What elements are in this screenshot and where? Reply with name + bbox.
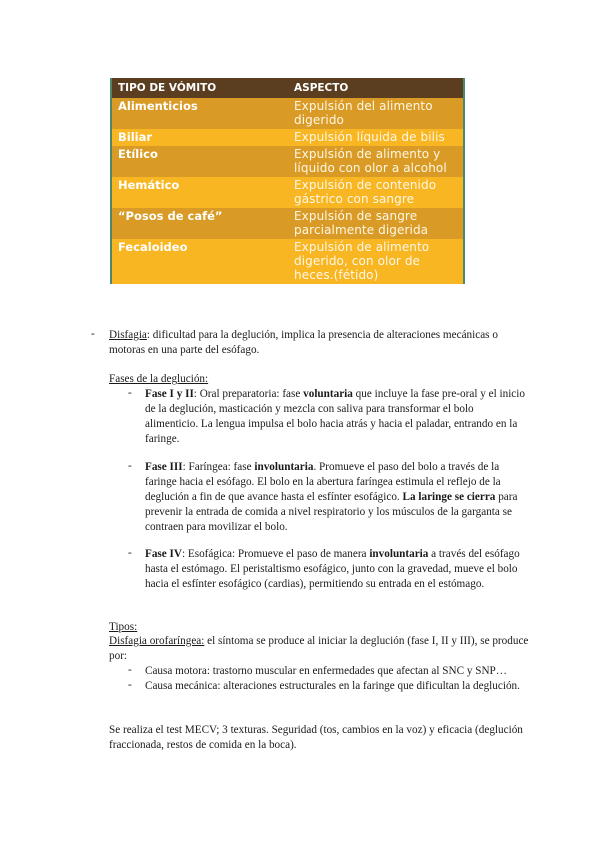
- aspect-line: Expulsión de alimento: [294, 240, 430, 254]
- bullet-dash: -: [128, 664, 132, 676]
- fase-bold: La laringe se cierra: [402, 491, 496, 503]
- table-row: [111, 129, 464, 146]
- fases-title: [109, 372, 208, 387]
- vomit-aspect: [286, 129, 464, 146]
- orofaringea-text: el síntoma se produce al iniciar la deglución (fase I, II y III), se produce por:: [109, 635, 529, 662]
- fase-text: : Faríngea: fase: [182, 461, 255, 473]
- fase-text: a través del esófago hasta el estómago. El peristaltismo esofágico, junto con la gravedad, mueve el bolo hacia el esfínter esofágico (cardias), permitiendo su entrada en el estómago.: [145, 548, 520, 590]
- table-row: [111, 177, 464, 208]
- vomit-type: Hemático: [111, 177, 286, 208]
- table-row: [111, 98, 464, 129]
- disfagia-term: Disfagia: [109, 329, 147, 341]
- aspect-line: heces.(fétido): [294, 268, 379, 282]
- fase-text: que incluye la fase pre-oral y el inicio de la deglución, masticación y mezcla con saliva para transformar el bolo alimenticio. La lengua impulsa el bolo hacia atrás y hacia el paladar, entrando en la faringe.: [145, 388, 525, 445]
- fase-3: [145, 460, 528, 535]
- table-row: [111, 146, 464, 177]
- fase-bold: voluntaria: [303, 388, 353, 400]
- vomit-types-table: [110, 78, 465, 284]
- aspect-line: Expulsión líquida de bilis: [294, 130, 445, 144]
- aspect-line: líquido con olor a alcohol: [294, 161, 447, 175]
- aspect-line: parcialmente digerida: [294, 223, 429, 237]
- fase-1-2: [145, 387, 528, 447]
- orofaringea-term: Disfagia orofaríngea:: [109, 635, 205, 647]
- bullet-dash: -: [128, 679, 132, 691]
- table-row: [111, 208, 464, 239]
- bullet-dash: -: [128, 547, 132, 559]
- cause-motora: Causa motora: trastorno muscular en enfermedades que afectan al SNC y SNP…: [145, 665, 507, 677]
- cause-mecanica: Causa mecánica: alteraciones estructurales en la faringe que dificultan la deglución.: [145, 680, 520, 692]
- bullet-dash: -: [128, 460, 132, 472]
- vomit-aspect: [286, 146, 464, 177]
- fase-text: . Promueve el paso del bolo a través de la faringe hacia el esófago. El bolo en la abertura faríngea estimula el reflejo de la deglución a fin de que avance hasta el esfínter esofágico.: [145, 461, 501, 503]
- fases-title-text: Fases de la deglución:: [109, 373, 209, 385]
- bullet-dash: -: [128, 387, 132, 399]
- vomit-type: Alimenticios: [111, 98, 286, 129]
- aspect-line: Expulsión del alimento: [294, 99, 433, 113]
- tipos-title: [109, 620, 137, 635]
- aspect-line: Expulsión de sangre: [294, 209, 418, 223]
- table-header-row: [111, 78, 464, 98]
- fase-4: [145, 547, 528, 592]
- vomit-aspect: [286, 98, 464, 129]
- mecv-test: Se realiza el test MECV; 3 texturas. Seguridad (tos, cambios en la voz) y eficacia (deglución fraccionada, restos de comida en la boca).: [109, 724, 523, 751]
- bullet-dash: -: [91, 328, 95, 340]
- aspect-line: Expulsión de contenido: [294, 178, 437, 192]
- table-row: [111, 239, 464, 284]
- fase-label: Fase III: [145, 461, 183, 473]
- aspect-line: Expulsión de alimento y: [294, 147, 441, 161]
- fase-text: : Oral preparatoria: fase: [193, 388, 304, 400]
- vomit-type: “Posos de café”: [111, 208, 286, 239]
- header-type: TIPO DE VÓMITO: [111, 78, 286, 98]
- disfagia-orofaringea: [109, 634, 529, 664]
- disfagia-definition: [109, 328, 529, 358]
- tipos-title-text: Tipos:: [109, 621, 138, 633]
- fase-bold: involuntaria: [369, 548, 429, 560]
- header-aspect: ASPECTO: [286, 78, 464, 98]
- fase-label: Fase I y II: [145, 388, 194, 400]
- aspect-line: digerido: [294, 113, 344, 127]
- vomit-type: Biliar: [111, 129, 286, 146]
- fase-text: : Esofágica: Promueve el paso de manera: [181, 548, 370, 560]
- vomit-aspect: [286, 208, 464, 239]
- aspect-line: gástrico con sangre: [294, 192, 415, 206]
- aspect-line: digerido, con olor de: [294, 254, 421, 268]
- disfagia-text: : dificultad para la deglución, implica la presencia de alteraciones mecánicas o motoras en una parte del esófago.: [109, 329, 498, 356]
- fase-label: Fase IV: [145, 548, 182, 560]
- fase-text: para prevenir la entrada de comida a nivel respiratorio y los músculos de la garganta se contraen para movilizar el bolo.: [145, 491, 518, 533]
- vomit-type: Fecaloideo: [111, 239, 286, 284]
- vomit-type: Etílico: [111, 146, 286, 177]
- vomit-aspect: [286, 239, 464, 284]
- fase-bold: involuntaria: [254, 461, 314, 473]
- vomit-aspect: [286, 177, 464, 208]
